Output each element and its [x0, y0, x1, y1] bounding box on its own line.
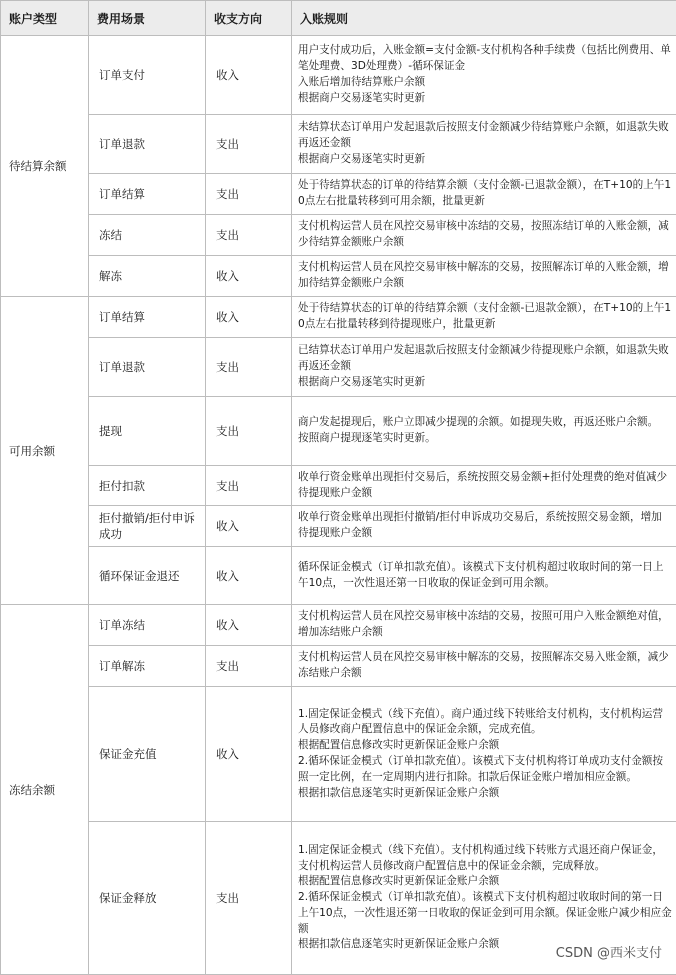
rule-line: 支付机构运营人员在风控交易审核中冻结的交易，按照冻结订单的入账金额，减少待结算金额账户余额 [298, 219, 672, 251]
table-row [1, 506, 676, 547]
scene-cell: 保证金充值 [89, 687, 206, 822]
rule-cell [292, 174, 676, 215]
rule-line: 按照商户提现逐笔实时更新。 [298, 431, 672, 447]
rule-cell [292, 466, 676, 506]
direction-cell: 支出 [206, 646, 292, 687]
table-row [1, 215, 676, 256]
rule-line: 处于待结算状态的订单的待结算余额（支付金额-已退款金额），在T+10的上午10点左右批量转移到待提现账户，批量更新 [298, 301, 672, 333]
rule-line: 未结算状态订单用户发起退款后按照支付金额减少待结算账户余额，如退款失败再返还金额 [298, 120, 672, 152]
direction-cell: 收入 [206, 256, 292, 297]
scene-cell: 拒付扣款 [89, 466, 206, 506]
rule-cell [292, 297, 676, 338]
rule-line: 循环保证金模式（订单扣款充值）。该模式下支付机构超过收取时间的第一日上午10点，一次性退还第一日收取的保证金到可用余额。 [298, 560, 672, 592]
rule-cell [292, 115, 676, 174]
rule-cell [292, 256, 676, 297]
table-row [1, 338, 676, 397]
direction-cell: 支出 [206, 466, 292, 506]
direction-cell: 收入 [206, 687, 292, 822]
direction-cell: 支出 [206, 338, 292, 397]
direction-cell: 收入 [206, 297, 292, 338]
rule-line: 支付机构运营人员在风控交易审核中冻结的交易，按照可用户入账金额绝对值，增加冻结账户余额 [298, 609, 672, 641]
table-row [1, 174, 676, 215]
table-row [1, 297, 676, 338]
scene-cell: 冻结 [89, 215, 206, 256]
scene-cell: 订单结算 [89, 174, 206, 215]
scene-cell: 循环保证金退还 [89, 547, 206, 605]
table-row [1, 687, 676, 822]
direction-cell: 收入 [206, 547, 292, 605]
rule-line: 根据商户交易逐笔实时更新 [298, 375, 672, 391]
scene-cell: 保证金释放 [89, 822, 206, 975]
direction-cell: 收入 [206, 506, 292, 547]
rule-line: 用户支付成功后，入账金额=支付金额-支付机构各种手续费（包括比例费用、单笔处理费、3D处理费）-循环保证金 [298, 43, 672, 75]
table-row [1, 256, 676, 297]
scene-cell: 订单冻结 [89, 605, 206, 646]
scene-cell: 拒付撤销/拒付申诉成功 [89, 506, 206, 547]
rule-line: 支付机构运营人员在风控交易审核中解冻的交易，按照解冻交易入账金额，减少冻结账户余额 [298, 650, 672, 682]
direction-cell: 支出 [206, 215, 292, 256]
rule-line: 根据商户交易逐笔实时更新 [298, 91, 672, 107]
scene-cell: 解冻 [89, 256, 206, 297]
scene-cell: 提现 [89, 397, 206, 466]
header-account-type: 账户类型 [1, 1, 89, 36]
table-row [1, 36, 676, 115]
rule-cell [292, 547, 676, 605]
rule-line: 根据配置信息修改实时更新保证金账户余额 [298, 874, 672, 890]
scene-cell: 订单解冻 [89, 646, 206, 687]
direction-cell: 支出 [206, 397, 292, 466]
rule-cell [292, 646, 676, 687]
direction-cell: 支出 [206, 174, 292, 215]
rule-line: 1.固定保证金模式（线下充值）。支付机构通过线下转账方式退还商户保证金，支付机构运营人员修改商户配置信息中的保证金余额，完成释放。 [298, 843, 672, 875]
rule-line: 支付机构运营人员在风控交易审核中解冻的交易，按照解冻订单的入账金额，增加待结算金额账户余额 [298, 260, 672, 292]
scene-cell: 订单结算 [89, 297, 206, 338]
rule-cell [292, 36, 676, 115]
rule-line: 已结算状态订单用户发起退款后按照支付金额减少待提现账户余额，如退款失败再返还金额 [298, 343, 672, 375]
header-row [1, 1, 676, 36]
rule-cell [292, 397, 676, 466]
scene-cell: 订单退款 [89, 338, 206, 397]
rule-line: 2.循环保证金模式（订单扣款充值）。该模式下支付机构将订单成功支付金额按照一定比例，在一定周期内进行扣除。扣款后保证金账户增加相应金额。 [298, 754, 672, 786]
rule-line: 根据扣款信息逐笔实时更新保证金账户余额 [298, 786, 672, 802]
table-row [1, 646, 676, 687]
rule-line: 根据配置信息修改实时更新保证金账户余额 [298, 738, 672, 754]
account-type-cell: 待结算余额 [1, 36, 89, 297]
watermark: CSDN @西米支付 [554, 942, 664, 961]
rule-cell [292, 506, 676, 547]
direction-cell: 支出 [206, 115, 292, 174]
table-row [1, 547, 676, 605]
rule-line: 2.循环保证金模式（订单扣款充值）。该模式下支付机构超过收取时间的第一日上午10点，一次性退还第一日收取的保证金到可用余额。保证金账户减少相应金额 [298, 890, 672, 937]
rule-line: 根据扣款信息逐笔实时更新保证金账户余额 [298, 937, 672, 953]
direction-cell: 收入 [206, 605, 292, 646]
header-scene: 费用场景 [89, 1, 206, 36]
table-row [1, 397, 676, 466]
rule-cell [292, 338, 676, 397]
account-type-cell: 冻结余额 [1, 605, 89, 975]
direction-cell: 收入 [206, 36, 292, 115]
table-row [1, 605, 676, 646]
scene-cell: 订单支付 [89, 36, 206, 115]
rule-cell [292, 605, 676, 646]
scene-cell: 订单退款 [89, 115, 206, 174]
rule-cell [292, 215, 676, 256]
rule-line: 商户发起提现后，账户立即减少提现的余额。如提现失败，再返还账户余额。 [298, 415, 672, 431]
rule-line: 1.固定保证金模式（线下充值）。商户通过线下转账给支付机构，支付机构运营人员修改商户配置信息中的保证金余额，完成充值。 [298, 707, 672, 739]
rule-line: 收单行资金账单出现拒付交易后，系统按照交易金额+拒付处理费的绝对值减少待提现账户金额 [298, 470, 672, 502]
account-type-cell: 可用余额 [1, 297, 89, 605]
rule-line: 根据商户交易逐笔实时更新 [298, 152, 672, 168]
rule-cell [292, 687, 676, 822]
rule-line: 收单行资金账单出现拒付撤销/拒付申诉成功交易后，系统按照交易金额，增加待提现账户金额 [298, 510, 672, 542]
table-row [1, 115, 676, 174]
rule-line: 入账后增加待结算账户余额 [298, 75, 672, 91]
direction-cell: 支出 [206, 822, 292, 975]
header-rule: 入账规则 [292, 1, 676, 36]
table-row [1, 466, 676, 506]
rule-line: 处于待结算状态的订单的待结算余额（支付金额-已退款金额），在T+10的上午10点左右批量转移到可用余额，批量更新 [298, 178, 672, 210]
header-direction: 收支方向 [206, 1, 292, 36]
